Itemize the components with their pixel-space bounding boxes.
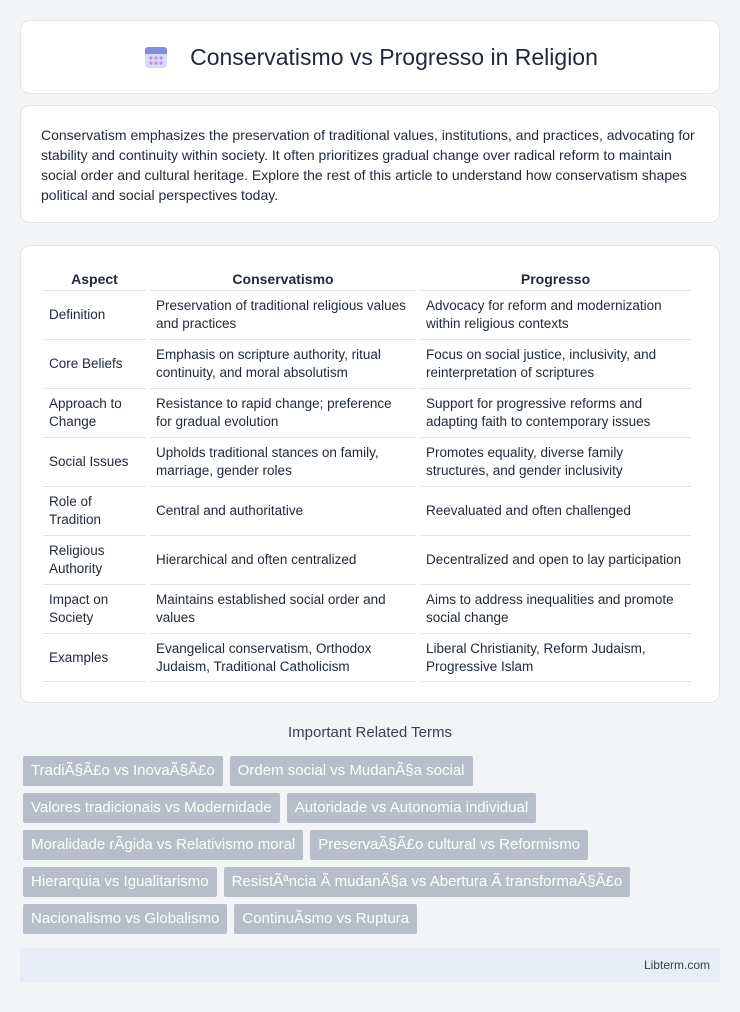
comparison-table bbox=[39, 264, 695, 682]
related-term-tag[interactable]: Nacionalismo vs Globalismo bbox=[23, 904, 227, 934]
related-term-tag[interactable]: ResistÃªncia Ã mudanÃ§a vs Abertura Ã transformaÃ§Ã£o bbox=[224, 867, 631, 897]
cell-progresso: Liberal Christianity, Reform Judaism, Progressive Islam bbox=[420, 633, 691, 682]
footer bbox=[20, 948, 720, 982]
related-term-tag[interactable]: Moralidade rÃgida vs Relativismo moral bbox=[23, 830, 303, 860]
page-title: Conservatismo vs Progresso in Religion bbox=[190, 43, 598, 70]
cell-aspect: Social Issues bbox=[43, 437, 146, 486]
cell-progresso: Decentralized and open to lay participation bbox=[420, 535, 691, 584]
related-term-tag[interactable]: TradiÃ§Ã£o vs InovaÃ§Ã£o bbox=[23, 756, 223, 786]
cell-progresso: Reevaluated and often challenged bbox=[420, 486, 691, 535]
table-row bbox=[43, 633, 691, 682]
calendar-icon bbox=[142, 43, 170, 71]
cell-progresso: Advocacy for reform and modernization within religious contexts bbox=[420, 290, 691, 339]
header-aspect: Aspect bbox=[71, 271, 118, 287]
cell-conservatismo: Resistance to rapid change; preference for gradual evolution bbox=[150, 388, 416, 437]
cell-conservatismo: Central and authoritative bbox=[150, 486, 416, 535]
table-row bbox=[43, 584, 691, 633]
cell-conservatismo: Emphasis on scripture authority, ritual continuity, and moral absolutism bbox=[150, 339, 416, 388]
cell-conservatismo: Evangelical conservatism, Orthodox Judaism, Traditional Catholicism bbox=[150, 633, 416, 682]
cell-progresso: Support for progressive reforms and adapting faith to contemporary issues bbox=[420, 388, 691, 437]
cell-progresso: Promotes equality, diverse family structures, and gender inclusivity bbox=[420, 437, 691, 486]
related-term-tag[interactable]: Ordem social vs MudanÃ§a social bbox=[230, 756, 473, 786]
related-terms-list bbox=[23, 756, 713, 941]
cell-conservatismo: Hierarchical and often centralized bbox=[150, 535, 416, 584]
cell-aspect: Impact on Society bbox=[43, 584, 146, 633]
cell-progresso: Aims to address inequalities and promote social change bbox=[420, 584, 691, 633]
related-terms-title: Important Related Terms bbox=[288, 724, 452, 741]
cell-aspect: Religious Authority bbox=[43, 535, 146, 584]
table-row bbox=[43, 486, 691, 535]
table-row bbox=[43, 535, 691, 584]
intro-text: Conservatism emphasizes the preservation of traditional values, institutions, and practices, advocating for stability and continuity within society. It often prioritizes gradual change over radical reform to maintain social order and cultural heritage. Explore the rest of this article to understand how conservatism shapes political and social perspectives today. bbox=[41, 127, 695, 203]
related-term-tag[interactable]: Autoridade vs Autonomia individual bbox=[287, 793, 536, 823]
cell-aspect: Approach to Change bbox=[43, 388, 146, 437]
related-term-tag[interactable]: Hierarquia vs Igualitarismo bbox=[23, 867, 217, 897]
cell-aspect: Core Beliefs bbox=[43, 339, 146, 388]
cell-conservatismo: Maintains established social order and values bbox=[150, 584, 416, 633]
cell-aspect: Examples bbox=[43, 633, 146, 682]
footer-site-link[interactable]: Libterm.com bbox=[643, 958, 710, 972]
table-row bbox=[43, 437, 691, 486]
intro-card bbox=[20, 105, 720, 223]
table-row bbox=[43, 339, 691, 388]
cell-progresso: Focus on social justice, inclusivity, and reinterpretation of scriptures bbox=[420, 339, 691, 388]
table-row bbox=[43, 290, 691, 339]
cell-aspect: Role of Tradition bbox=[43, 486, 146, 535]
cell-conservatismo: Preservation of traditional religious values and practices bbox=[150, 290, 416, 339]
comparison-table-card bbox=[20, 245, 720, 703]
table-header-row bbox=[43, 264, 691, 290]
header-card bbox=[20, 20, 720, 94]
related-term-tag[interactable]: Valores tradicionais vs Modernidade bbox=[23, 793, 280, 823]
table-row bbox=[43, 388, 691, 437]
related-term-tag[interactable]: PreservaÃ§Ã£o cultural vs Reformismo bbox=[310, 830, 588, 860]
cell-conservatismo: Upholds traditional stances on family, marriage, gender roles bbox=[150, 437, 416, 486]
header-conservatismo: Conservatismo bbox=[232, 271, 334, 287]
header-progresso: Progresso bbox=[520, 271, 591, 287]
cell-aspect: Definition bbox=[43, 290, 146, 339]
related-term-tag[interactable]: ContinuÃsmo vs Ruptura bbox=[234, 904, 417, 934]
